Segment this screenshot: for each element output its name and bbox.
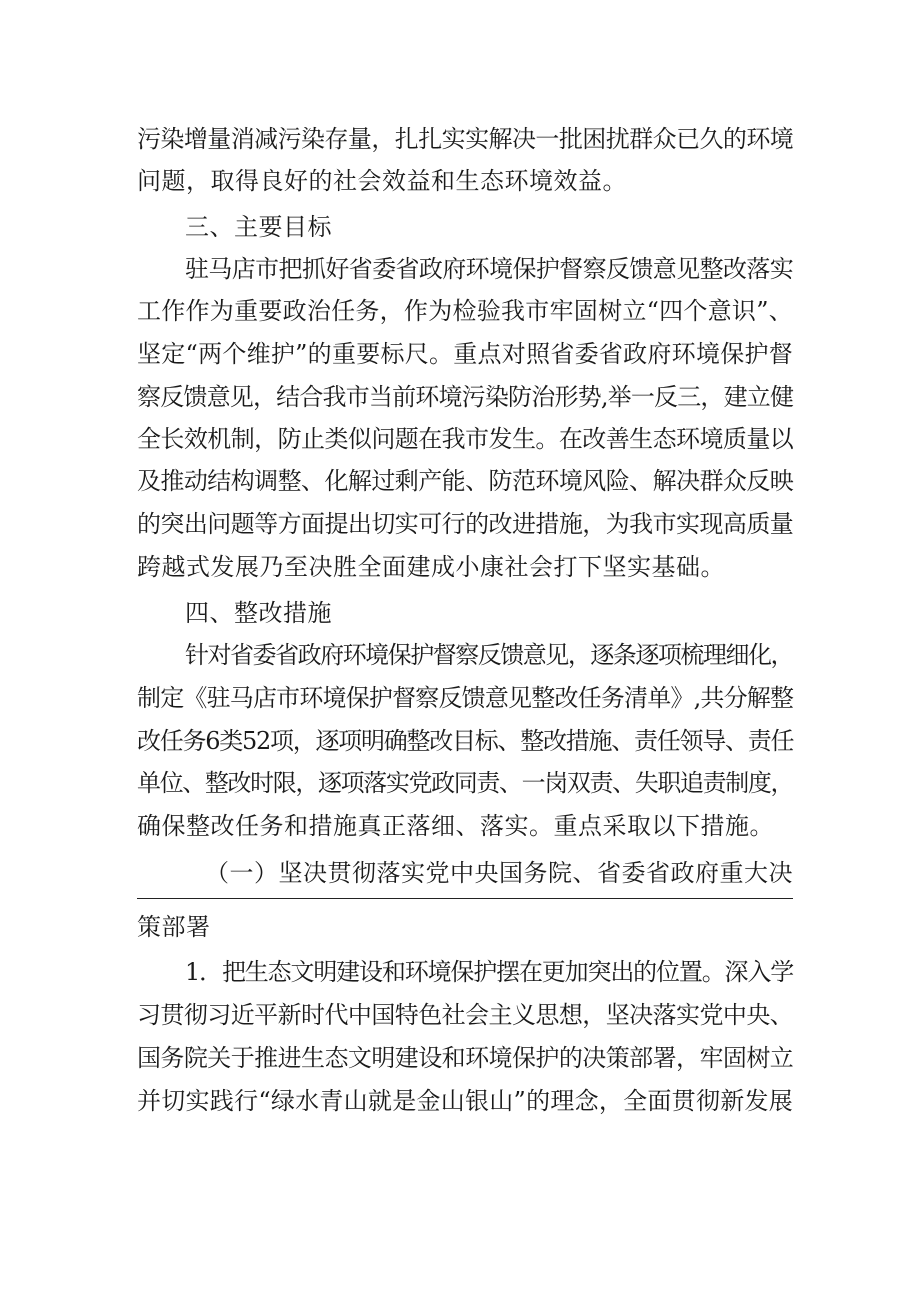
- body-text-line: 的突出问题等方面提出切实可行的改进措施，为我市实现高质量: [137, 510, 793, 538]
- body-text-line: 及推动结构调整、化解过剩产能、防范环境风险、解决群众反映: [137, 467, 793, 495]
- body-text-line: 工作作为重要政治任务，作为检验我市牢固树立“四个意识”、: [137, 297, 793, 325]
- body-text-line: 习贯彻习近平新时代中国特色社会主义思想，坚决落实党中央、: [137, 1001, 793, 1029]
- body-text-line: 全长效机制，防止类似问题在我市发生。在改善生态环境质量以: [137, 425, 793, 453]
- body-text-line: 问题，取得良好的社会效益和生态环境效益。: [137, 167, 627, 195]
- body-text-line: 确保整改任务和措施真正落细、落实。重点采取以下措施。: [137, 812, 774, 840]
- body-text-line: 污染增量消减污染存量，扎扎实实解决一批困扰群众已久的环境: [137, 125, 793, 153]
- section-heading-goals: 三、主要目标: [185, 213, 332, 241]
- section-heading-measures: 四、整改措施: [185, 599, 332, 627]
- body-text-line: 跨越式发展乃至决胜全面建成小康社会打下坚实基础。: [137, 553, 725, 581]
- body-text-line: 改任务6类52项，逐项明确整改目标、整改措施、责任领导、责任: [137, 727, 794, 755]
- subsection-heading-line: 策部署: [137, 913, 211, 941]
- body-text-line: 单位、整改时限，逐项落实党政同责、一岗双责、失职追责制度，: [137, 769, 793, 797]
- body-text-line: 国务院关于推进生态文明建设和环境保护的决策部署，牢固树立: [137, 1044, 793, 1072]
- body-text-line: 察反馈意见，结合我市当前环境污染防治形势,举一反三，建立健: [137, 383, 793, 411]
- subsection-heading-line: （一）坚决贯彻落实党中央国务院、省委省政府重大决: [205, 859, 793, 887]
- divider-rule: [137, 898, 793, 899]
- body-text-line: 针对省委省政府环境保护督察反馈意见，逐条逐项梳理细化，: [185, 641, 793, 669]
- body-text-line: 驻马店市把抓好省委省政府环境保护督察反馈意见整改落实: [185, 255, 793, 283]
- body-text-line: 并切实践行“绿水青山就是金山银山”的理念，全面贯彻新发展: [137, 1087, 793, 1115]
- body-text-line: 制定《驻马店市环境保护督察反馈意见整改任务清单》,共分解整: [137, 684, 793, 712]
- body-text-line: 1．把生态文明建设和环境保护摆在更加突出的位置。深入学: [185, 958, 793, 986]
- body-text-line: 坚定“两个维护”的重要标尺。重点对照省委省政府环境保护督: [137, 340, 793, 368]
